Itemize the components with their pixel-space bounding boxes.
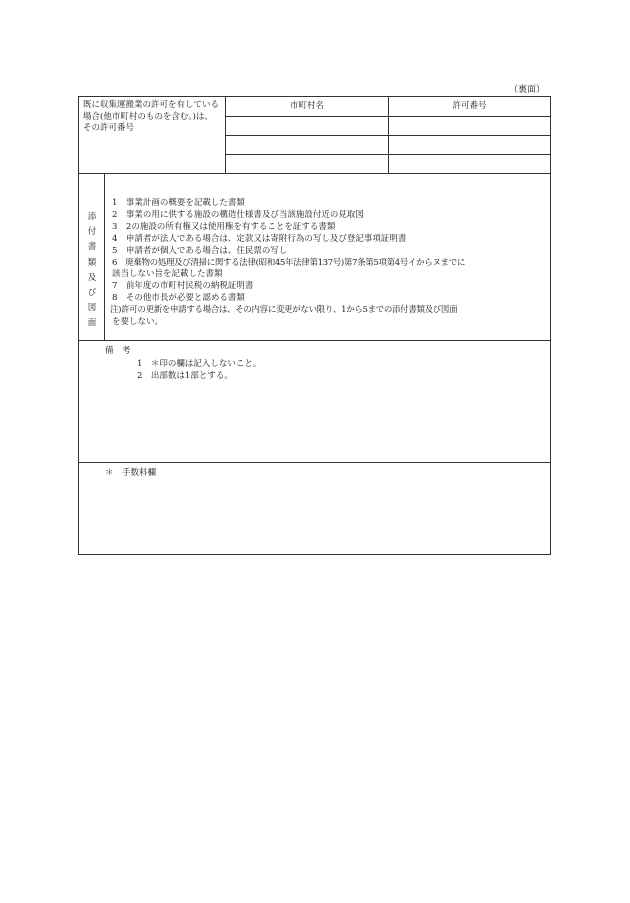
remarks-item: 1 ＊印の欄は記入しないこと。: [137, 359, 262, 369]
fee-heading: ＊ 手数料欄: [105, 468, 157, 478]
attachments-list: [112, 198, 465, 329]
municipality-column-header: 市町村名: [289, 101, 324, 111]
license-entry-cell[interactable]: [226, 117, 387, 135]
license-entry-cell[interactable]: [389, 117, 549, 135]
application-form-back: [78, 96, 551, 555]
attachment-item: 8 その他市長が必要と認める書類: [112, 293, 245, 304]
license-entry-cell[interactable]: [389, 136, 549, 154]
attachments-section: [79, 174, 550, 340]
attachments-side-label: 添 付 書 類 及 び 図 面: [87, 212, 97, 329]
license-entry-cell[interactable]: [389, 155, 549, 172]
attachment-item: 1 事業計画の概要を記載した書類: [112, 198, 245, 208]
remarks-heading: 備 考: [105, 346, 131, 356]
attachments-divider: [104, 174, 105, 340]
existing-license-section: [79, 97, 550, 173]
page-side-label: （裏面）: [508, 85, 545, 95]
license-number-column-header: 許可番号: [452, 101, 487, 111]
attachment-item: 6 廃棄物の処理及び清掃に関する法律(昭和45年法律第137号)第7条第5項第4号イからヌまでに: [112, 257, 466, 268]
attachment-item: 4 申請者が法人である場合は、定款又は寄附行為の写し及び登記事項証明書: [112, 233, 407, 244]
license-entry-cell[interactable]: [226, 155, 387, 172]
attachment-item: 2 事業の用に供する施設の構造仕様書及び当該施設付近の見取図: [112, 209, 364, 220]
attachment-item: 7 前年度の市町村民税の納税証明書: [112, 281, 254, 292]
attachment-item: 5 申請者が個人である場合は、住民票の写し: [112, 245, 288, 256]
license-entry-cell[interactable]: [226, 136, 387, 154]
attachment-item: 3 2の施設の所有権又は使用権を有することを証する書類: [112, 221, 336, 232]
attachment-item: 該当しない旨を記載した書類: [112, 269, 223, 280]
existing-license-question: 既に収集運搬業の許可を有している場合(他市町村のものを含む。)は、その許可番号: [83, 100, 220, 133]
remarks-item: 2 出部数は1部とする。: [137, 371, 233, 381]
attachment-note: 注)許可の更新を申請する場合は、その内容に変更がない限り、1から5までの添付書類及び図面: [110, 305, 458, 316]
fee-section[interactable]: [79, 463, 550, 554]
remarks-section: [79, 341, 550, 461]
attachment-note: を要しない。: [112, 317, 164, 328]
